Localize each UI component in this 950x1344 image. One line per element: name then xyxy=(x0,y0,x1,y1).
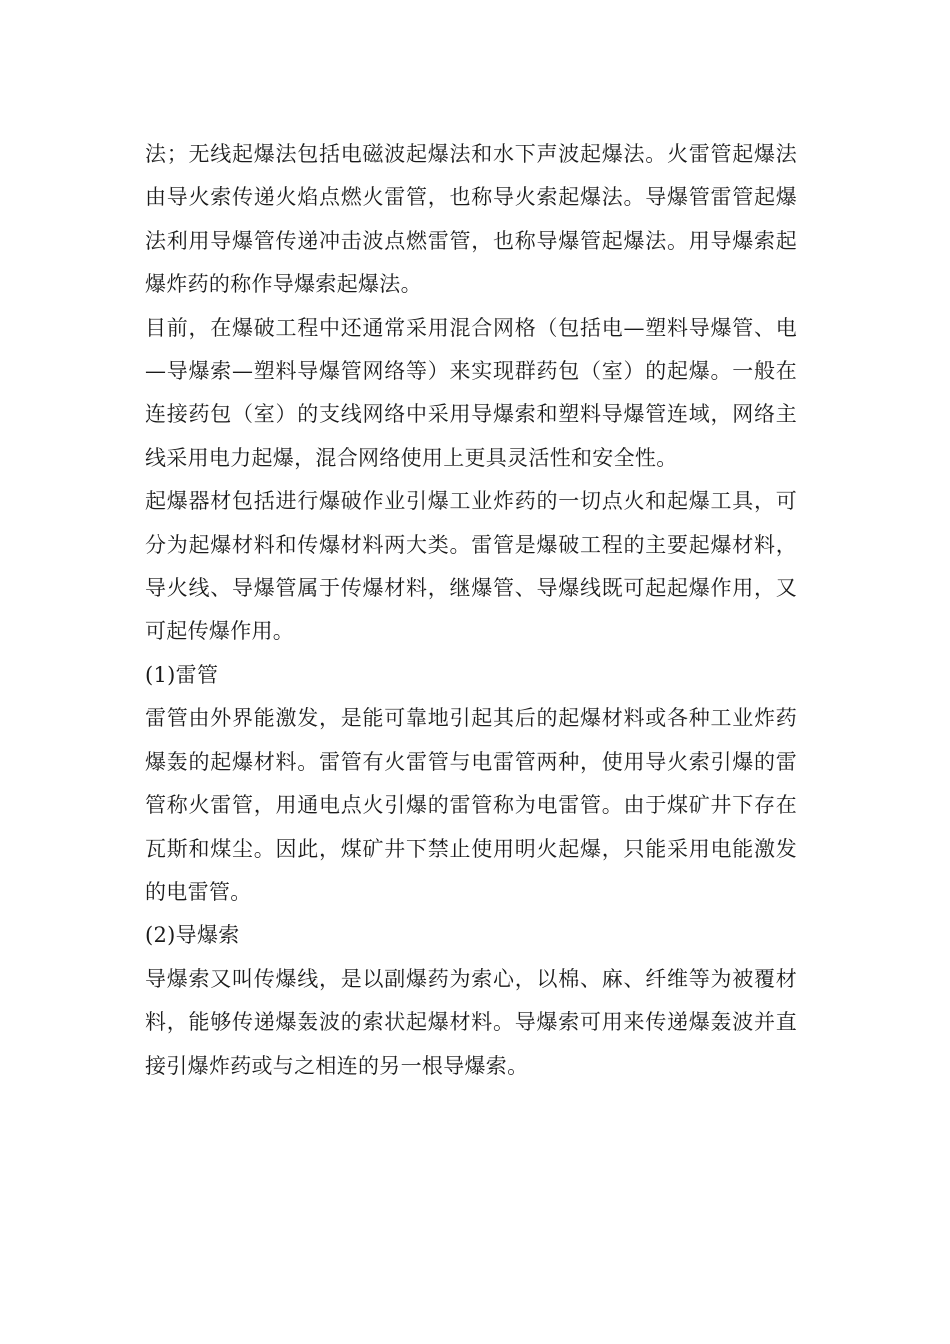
paragraph-detonator: 雷管由外界能激发，是能可靠地引起其后的起爆材料或各种工业炸药爆轰的起爆材料。雷管有火雷管与电雷管两种，使用导火索引爆的雷管称火雷管，用通电点火引爆的雷管称为电雷管。由于煤矿井下存在瓦斯和煤尘。因此，煤矿井下禁止使用明火起爆，只能采用电能激发的电雷管。 xyxy=(145,706,797,904)
paragraph-initiation-materials: 起爆器材包括进行爆破作业引爆工业炸药的一切点火和起爆工具，可分为起爆材料和传爆材料两大类。雷管是爆破工程的主要起爆材料，导火线、导爆管属于传爆材料，继爆管、导爆线既可起起爆作用，又可起传爆作用。 xyxy=(145,489,797,644)
document-body xyxy=(145,133,797,1088)
paragraph-detonating-cord: 导爆索又叫传爆线，是以副爆药为索心，以棉、麻、纤维等为被覆材料，能够传递爆轰波的索状起爆材料。导爆索可用来传递爆轰波并直接引爆炸药或与之相连的另一根导爆索。 xyxy=(145,966,797,1078)
section-heading-detonator: (1)雷管 xyxy=(145,662,219,687)
paragraph-initiation-methods: 法；无线起爆法包括电磁波起爆法和水下声波起爆法。火雷管起爆法由导火索传递火焰点燃火雷管，也称导火索起爆法。导爆管雷管起爆法利用导爆管传递冲击波点燃雷管，也称导爆管起爆法。用导爆索起爆炸药的称作导爆索起爆法。 xyxy=(145,142,797,297)
section-heading-detonating-cord: (2)导爆索 xyxy=(145,923,240,948)
paragraph-mixed-network: 目前，在爆破工程中还通常采用混合网格（包括电—塑料导爆管、电—导爆索—塑料导爆管网络等）来实现群药包（室）的起爆。一般在连接药包（室）的支线网络中采用导爆索和塑料导爆管连域，网络主线采用电力起爆，混合网络使用上更具灵活性和安全性。 xyxy=(145,315,797,470)
